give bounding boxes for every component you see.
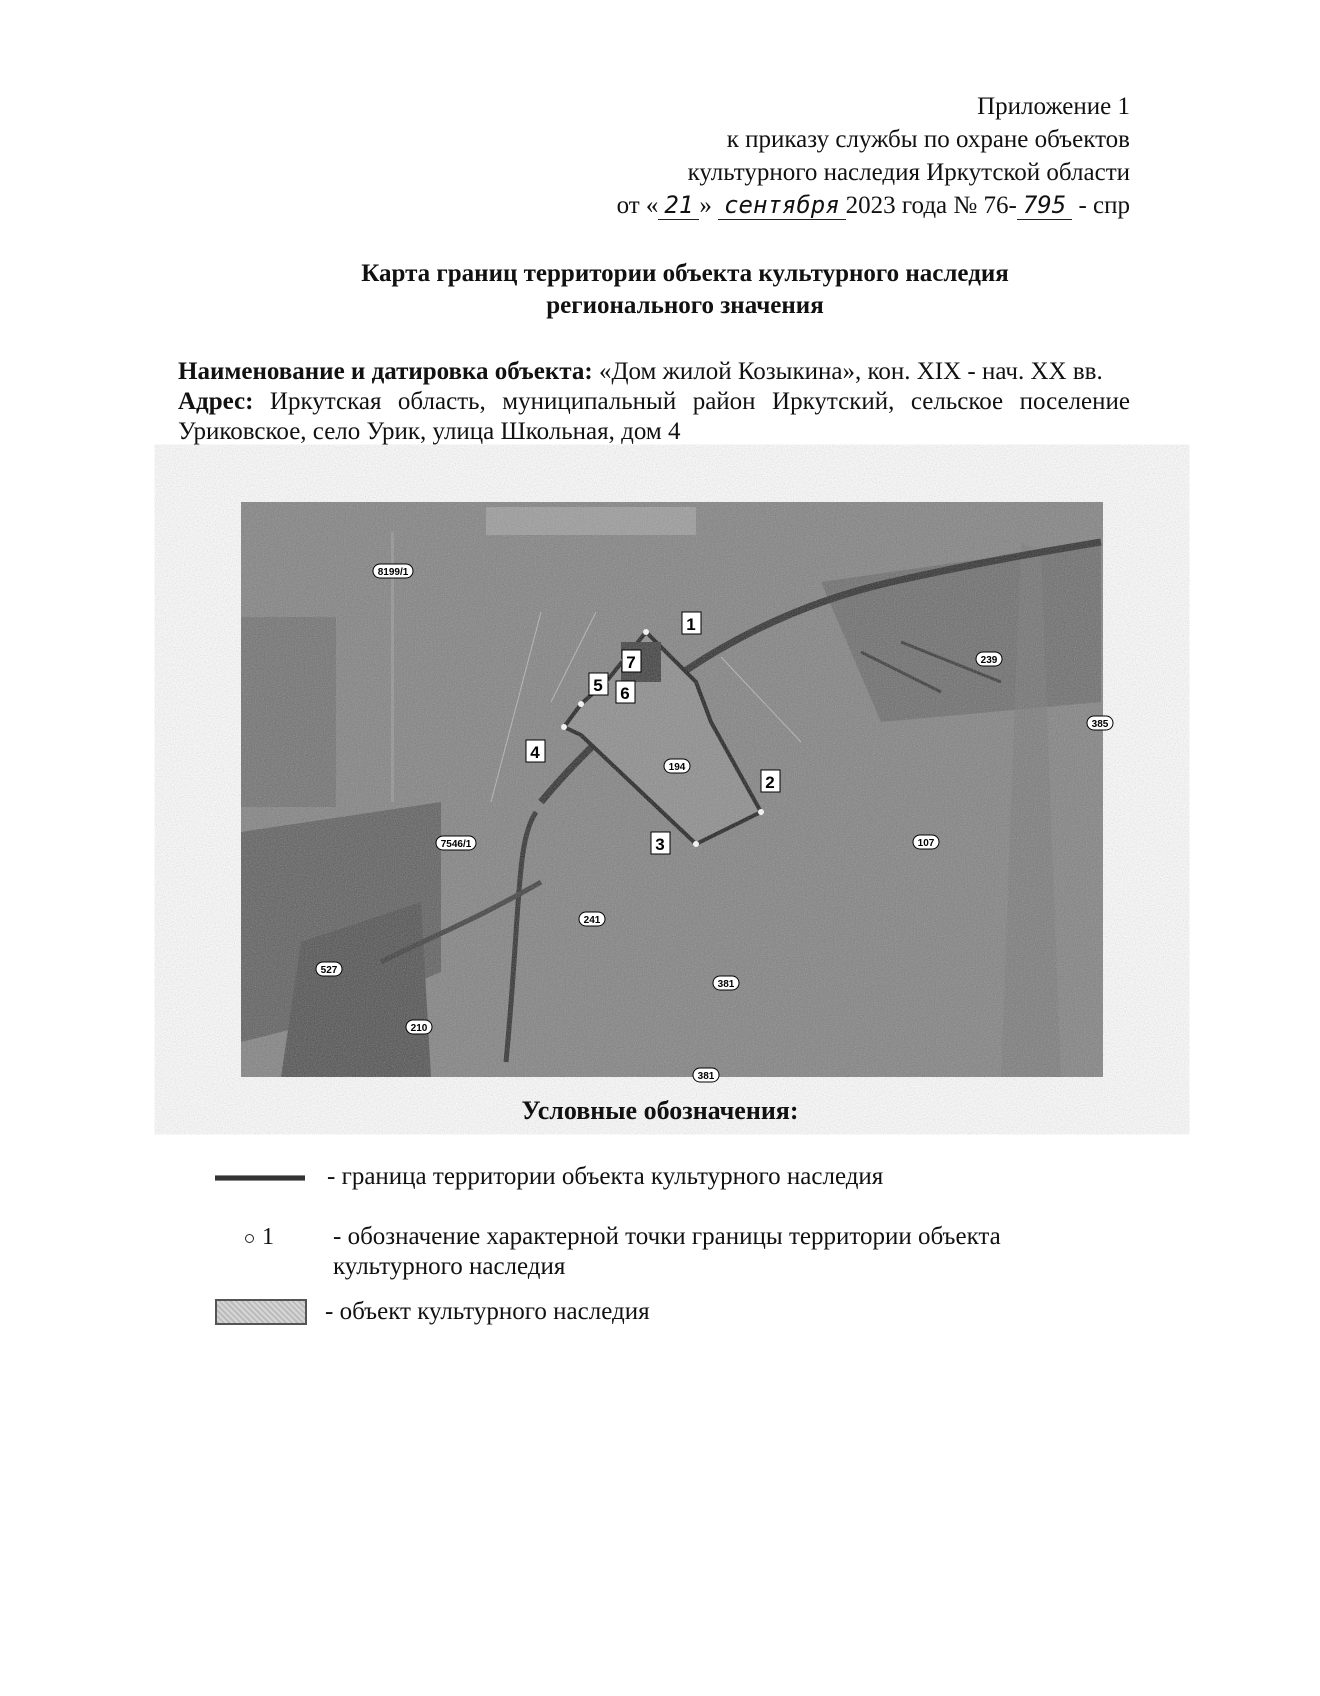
point-label-6 bbox=[616, 681, 635, 703]
appendix-header bbox=[617, 90, 1130, 222]
svg-text:1: 1 bbox=[686, 615, 696, 634]
parcel-label bbox=[406, 1020, 432, 1034]
handwritten-order-number: 795 bbox=[1017, 191, 1072, 220]
svg-text:7546/1: 7546/1 bbox=[440, 839, 472, 850]
parcel-label bbox=[913, 835, 939, 849]
svg-text:5: 5 bbox=[593, 676, 603, 695]
parcel-label bbox=[316, 962, 342, 976]
parcel-label bbox=[579, 912, 605, 926]
svg-text:527: 527 bbox=[320, 965, 338, 976]
parcel-label bbox=[1087, 716, 1113, 730]
point-label-4 bbox=[526, 740, 545, 762]
parcel-label bbox=[693, 1068, 719, 1082]
point-label-1 bbox=[682, 612, 701, 634]
svg-text:7: 7 bbox=[626, 653, 636, 672]
svg-text:4: 4 bbox=[530, 743, 540, 762]
point-label-7 bbox=[622, 650, 641, 672]
boundary-map bbox=[241, 502, 1109, 1082]
handwritten-day: 21 bbox=[658, 191, 699, 220]
svg-text:6: 6 bbox=[620, 684, 630, 703]
svg-text:194: 194 bbox=[668, 762, 686, 773]
legend-point: 1 - обозначение характерной точки границы территории объекта культурного наследия bbox=[215, 1222, 1115, 1286]
handwritten-month: сентября bbox=[718, 191, 846, 220]
parcel-label bbox=[976, 652, 1002, 666]
boundary-line-symbol bbox=[215, 1175, 305, 1181]
svg-text:3: 3 bbox=[655, 835, 665, 854]
legend-title: Условные обозначения: bbox=[521, 1096, 799, 1125]
object-info bbox=[178, 357, 1130, 447]
svg-text:107: 107 bbox=[917, 838, 935, 849]
svg-text:381: 381 bbox=[717, 979, 735, 990]
point-symbol: 1 bbox=[245, 1222, 274, 1252]
appendix-line-2: к приказу службы по охране объектов bbox=[726, 126, 1130, 153]
point-label-2 bbox=[761, 770, 780, 792]
svg-text:210: 210 bbox=[410, 1023, 428, 1034]
object-address: Адрес: Иркутская область, муниципальный район Иркутский, сельское поселение Уриковское, село Урик, улица Школьная, дом 4 bbox=[178, 388, 1130, 445]
svg-text:2: 2 bbox=[765, 773, 775, 792]
appendix-line-3: культурного наследия Иркутской области bbox=[687, 159, 1130, 186]
svg-text:381: 381 bbox=[697, 1071, 715, 1082]
map-canvas bbox=[241, 502, 1109, 1082]
order-date-line: от « 21 » сентября 2023 года № 76- 795 - спр bbox=[616, 191, 1130, 219]
document-title: Карта границ территории объекта культурного наследия регионального значения bbox=[361, 260, 1009, 319]
parcel-label bbox=[436, 836, 476, 850]
svg-text:239: 239 bbox=[980, 655, 998, 666]
parcel-label bbox=[664, 759, 690, 773]
heritage-object-symbol bbox=[215, 1299, 307, 1325]
parcel-label bbox=[713, 976, 739, 990]
svg-text:385: 385 bbox=[1091, 719, 1109, 730]
svg-text:8199/1: 8199/1 bbox=[377, 567, 409, 578]
parcel-label bbox=[373, 564, 413, 578]
point-dot-icon bbox=[245, 1234, 254, 1243]
object-name: Наименование и датировка объекта: «Дом жилой Козыкина», кон. XIX - нач. XX вв. bbox=[178, 358, 1103, 385]
point-label-3 bbox=[651, 832, 670, 854]
svg-text:241: 241 bbox=[583, 915, 601, 926]
point-label-5 bbox=[589, 673, 608, 695]
legend-object: - объект культурного наследия bbox=[215, 1297, 1115, 1329]
appendix-line-1: Приложение 1 bbox=[977, 93, 1130, 120]
legend-boundary: - граница территории объекта культурного наследия bbox=[215, 1162, 1115, 1194]
